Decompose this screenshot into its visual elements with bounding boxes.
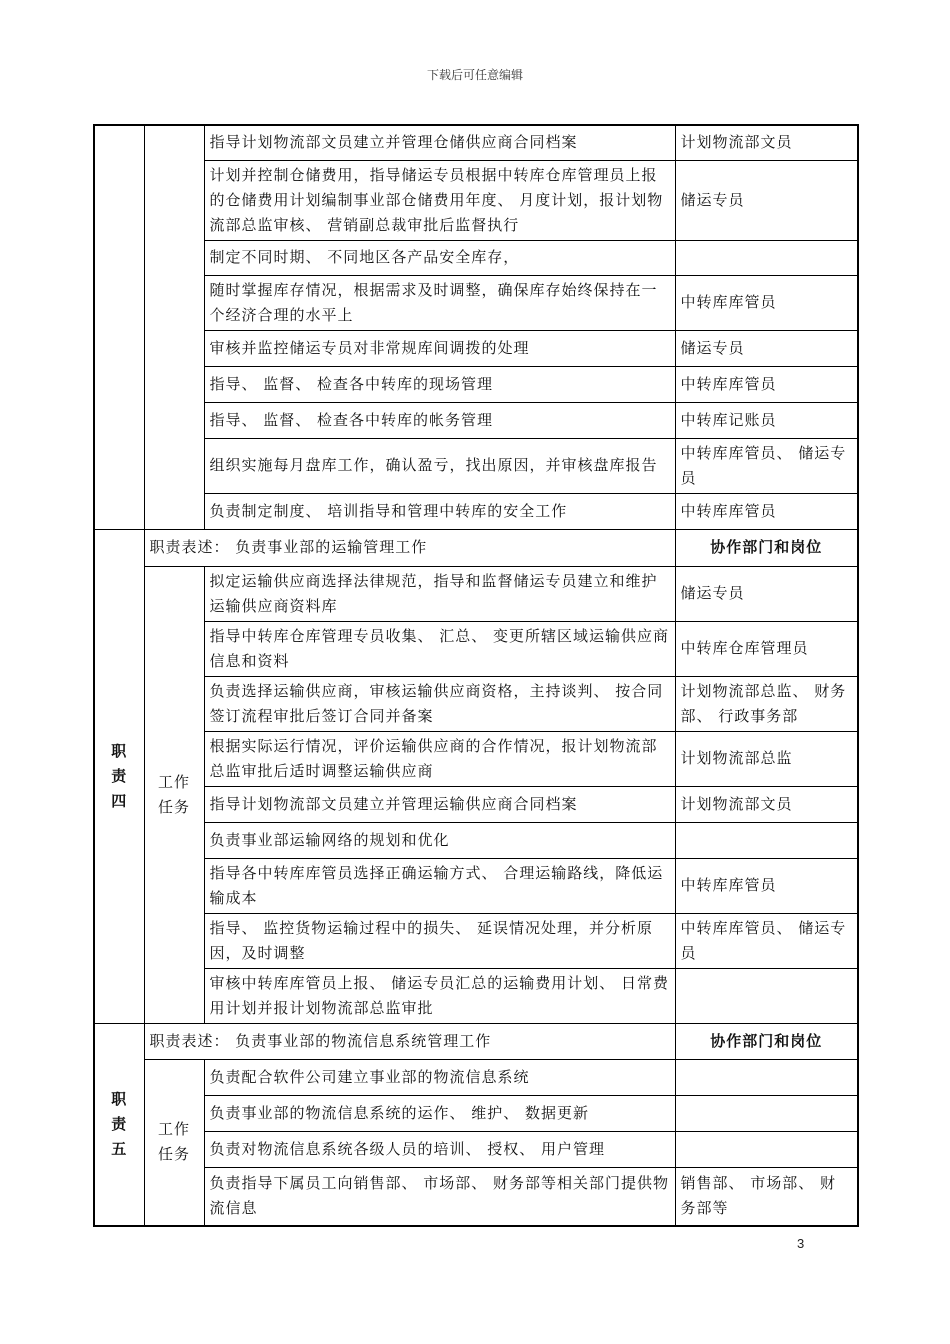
- task-cell: 负责对物流信息系统各级人员的培训、 授权、 用户管理: [204, 1131, 675, 1167]
- task-cell: 指导各中转库库管员选择正确运输方式、 合理运输路线，降低运输成本: [204, 858, 675, 913]
- task-cell: 指导计划物流部文员建立并管理运输供应商合同档案: [204, 786, 675, 822]
- duty-4-label: 职 责 四: [94, 529, 144, 1023]
- partner-cell: [675, 822, 858, 858]
- page-number: 3: [797, 1236, 805, 1251]
- partner-cell: 储运专员: [675, 160, 858, 240]
- partner-cell: 中转库库管员、 储运专员: [675, 438, 858, 493]
- duty-5-task-label: 工作 任务: [144, 1059, 204, 1226]
- table-row: [94, 1095, 858, 1131]
- table-row: [94, 1131, 858, 1167]
- duty-4-task-label: 工作 任务: [144, 566, 204, 1023]
- table-row: [94, 858, 858, 913]
- table-row: [94, 125, 858, 160]
- table-row: [94, 621, 858, 676]
- task-label-cell-continued: [144, 125, 204, 529]
- task-cell: 指导中转库仓库管理专员收集、 汇总、 变更所辖区域运输供应商信息和资料: [204, 621, 675, 676]
- partner-cell: 计划物流部文员: [675, 125, 858, 160]
- partner-cell: 中转库库管员: [675, 493, 858, 529]
- table-row: [94, 676, 858, 731]
- partner-cell: [675, 968, 858, 1023]
- duty-5-statement: 职责表述： 负责事业部的物流信息系统管理工作: [144, 1023, 675, 1059]
- task-cell: 审核中转库库管员上报、 储运专员汇总的运输费用计划、 日常费用计划并报计划物流部总监审批: [204, 968, 675, 1023]
- task-cell: 负责事业部的物流信息系统的运作、 维护、 数据更新: [204, 1095, 675, 1131]
- partner-cell: 计划物流部文员: [675, 786, 858, 822]
- table-row: [94, 1167, 858, 1226]
- task-cell: 负责事业部运输网络的规划和优化: [204, 822, 675, 858]
- table-row: [94, 731, 858, 786]
- partner-cell: [675, 240, 858, 275]
- table-row: [94, 366, 858, 402]
- table-row: [94, 1059, 858, 1095]
- table-row: [94, 402, 858, 438]
- task-cell: 制定不同时期、 不同地区各产品安全库存，: [204, 240, 675, 275]
- task-cell: 负责指导下属员工向销售部、 市场部、 财务部等相关部门提供物流信息: [204, 1167, 675, 1226]
- task-cell: 指导计划物流部文员建立并管理仓储供应商合同档案: [204, 125, 675, 160]
- task-cell: 组织实施每月盘库工作，确认盈亏，找出原因，并审核盘库报告: [204, 438, 675, 493]
- partner-cell: 中转库库管员、 储运专员: [675, 913, 858, 968]
- table-row: [94, 566, 858, 621]
- task-cell: 负责配合软件公司建立事业部的物流信息系统: [204, 1059, 675, 1095]
- duty-statement-row: [94, 1023, 858, 1059]
- task-cell: 指导、 监督、 检查各中转库的帐务管理: [204, 402, 675, 438]
- duty-statement-row: [94, 529, 858, 566]
- duty-5-collab-header: 协作部门和岗位: [675, 1023, 858, 1059]
- table-row: [94, 968, 858, 1023]
- task-cell: 根据实际运行情况，评价运输供应商的合作情况，报计划物流部总监审批后适时调整运输供应商: [204, 731, 675, 786]
- table-row: [94, 240, 858, 275]
- duty-4-statement: 职责表述： 负责事业部的运输管理工作: [144, 529, 675, 566]
- table-row: [94, 160, 858, 240]
- duty-5-label: 职 责 五: [94, 1023, 144, 1226]
- partner-cell: 中转库仓库管理员: [675, 621, 858, 676]
- partner-cell: 储运专员: [675, 330, 858, 366]
- partner-cell: 计划物流部总监: [675, 731, 858, 786]
- table-row: [94, 330, 858, 366]
- partner-cell: 中转库库管员: [675, 275, 858, 330]
- partner-cell: [675, 1059, 858, 1095]
- task-cell: 负责选择运输供应商，审核运输供应商资格，主持谈判、 按合同签订流程审批后签订合同并备案: [204, 676, 675, 731]
- table-row: [94, 275, 858, 330]
- table-row: [94, 493, 858, 529]
- partner-cell: [675, 1095, 858, 1131]
- task-cell: 负责制定制度、 培训指导和管理中转库的安全工作: [204, 493, 675, 529]
- partner-cell: 储运专员: [675, 566, 858, 621]
- partner-cell: [675, 1131, 858, 1167]
- partner-cell: 销售部、 市场部、 财务部等: [675, 1167, 858, 1226]
- page-header: 下载后可任意编辑: [426, 68, 523, 82]
- task-cell: 计划并控制仓储费用，指导储运专员根据中转库仓库管理员上报的仓储费用计划编制事业部仓储费用年度、 月度计划，报计划物流部总监审核、 营销副总裁审批后监督执行: [204, 160, 675, 240]
- table-row: [94, 822, 858, 858]
- duty-4-collab-header: 协作部门和岗位: [675, 529, 858, 566]
- table-row: [94, 438, 858, 493]
- partner-cell: 中转库库管员: [675, 366, 858, 402]
- job-duty-table: [93, 124, 859, 1227]
- table-row: [94, 913, 858, 968]
- table-row: [94, 786, 858, 822]
- task-cell: 随时掌握库存情况，根据需求及时调整，确保库存始终保持在一个经济合理的水平上: [204, 275, 675, 330]
- partner-cell: 计划物流部总监、 财务部、 行政事务部: [675, 676, 858, 731]
- partner-cell: 中转库库管员: [675, 858, 858, 913]
- task-cell: 审核并监控储运专员对非常规库间调拨的处理: [204, 330, 675, 366]
- task-cell: 指导、 监控货物运输过程中的损失、 延误情况处理，并分析原因，及时调整: [204, 913, 675, 968]
- partner-cell: 中转库记账员: [675, 402, 858, 438]
- task-cell: 指导、 监督、 检查各中转库的现场管理: [204, 366, 675, 402]
- task-cell: 拟定运输供应商选择法律规范，指导和监督储运专员建立和维护运输供应商资料库: [204, 566, 675, 621]
- duty-label-cell-continued: [94, 125, 144, 529]
